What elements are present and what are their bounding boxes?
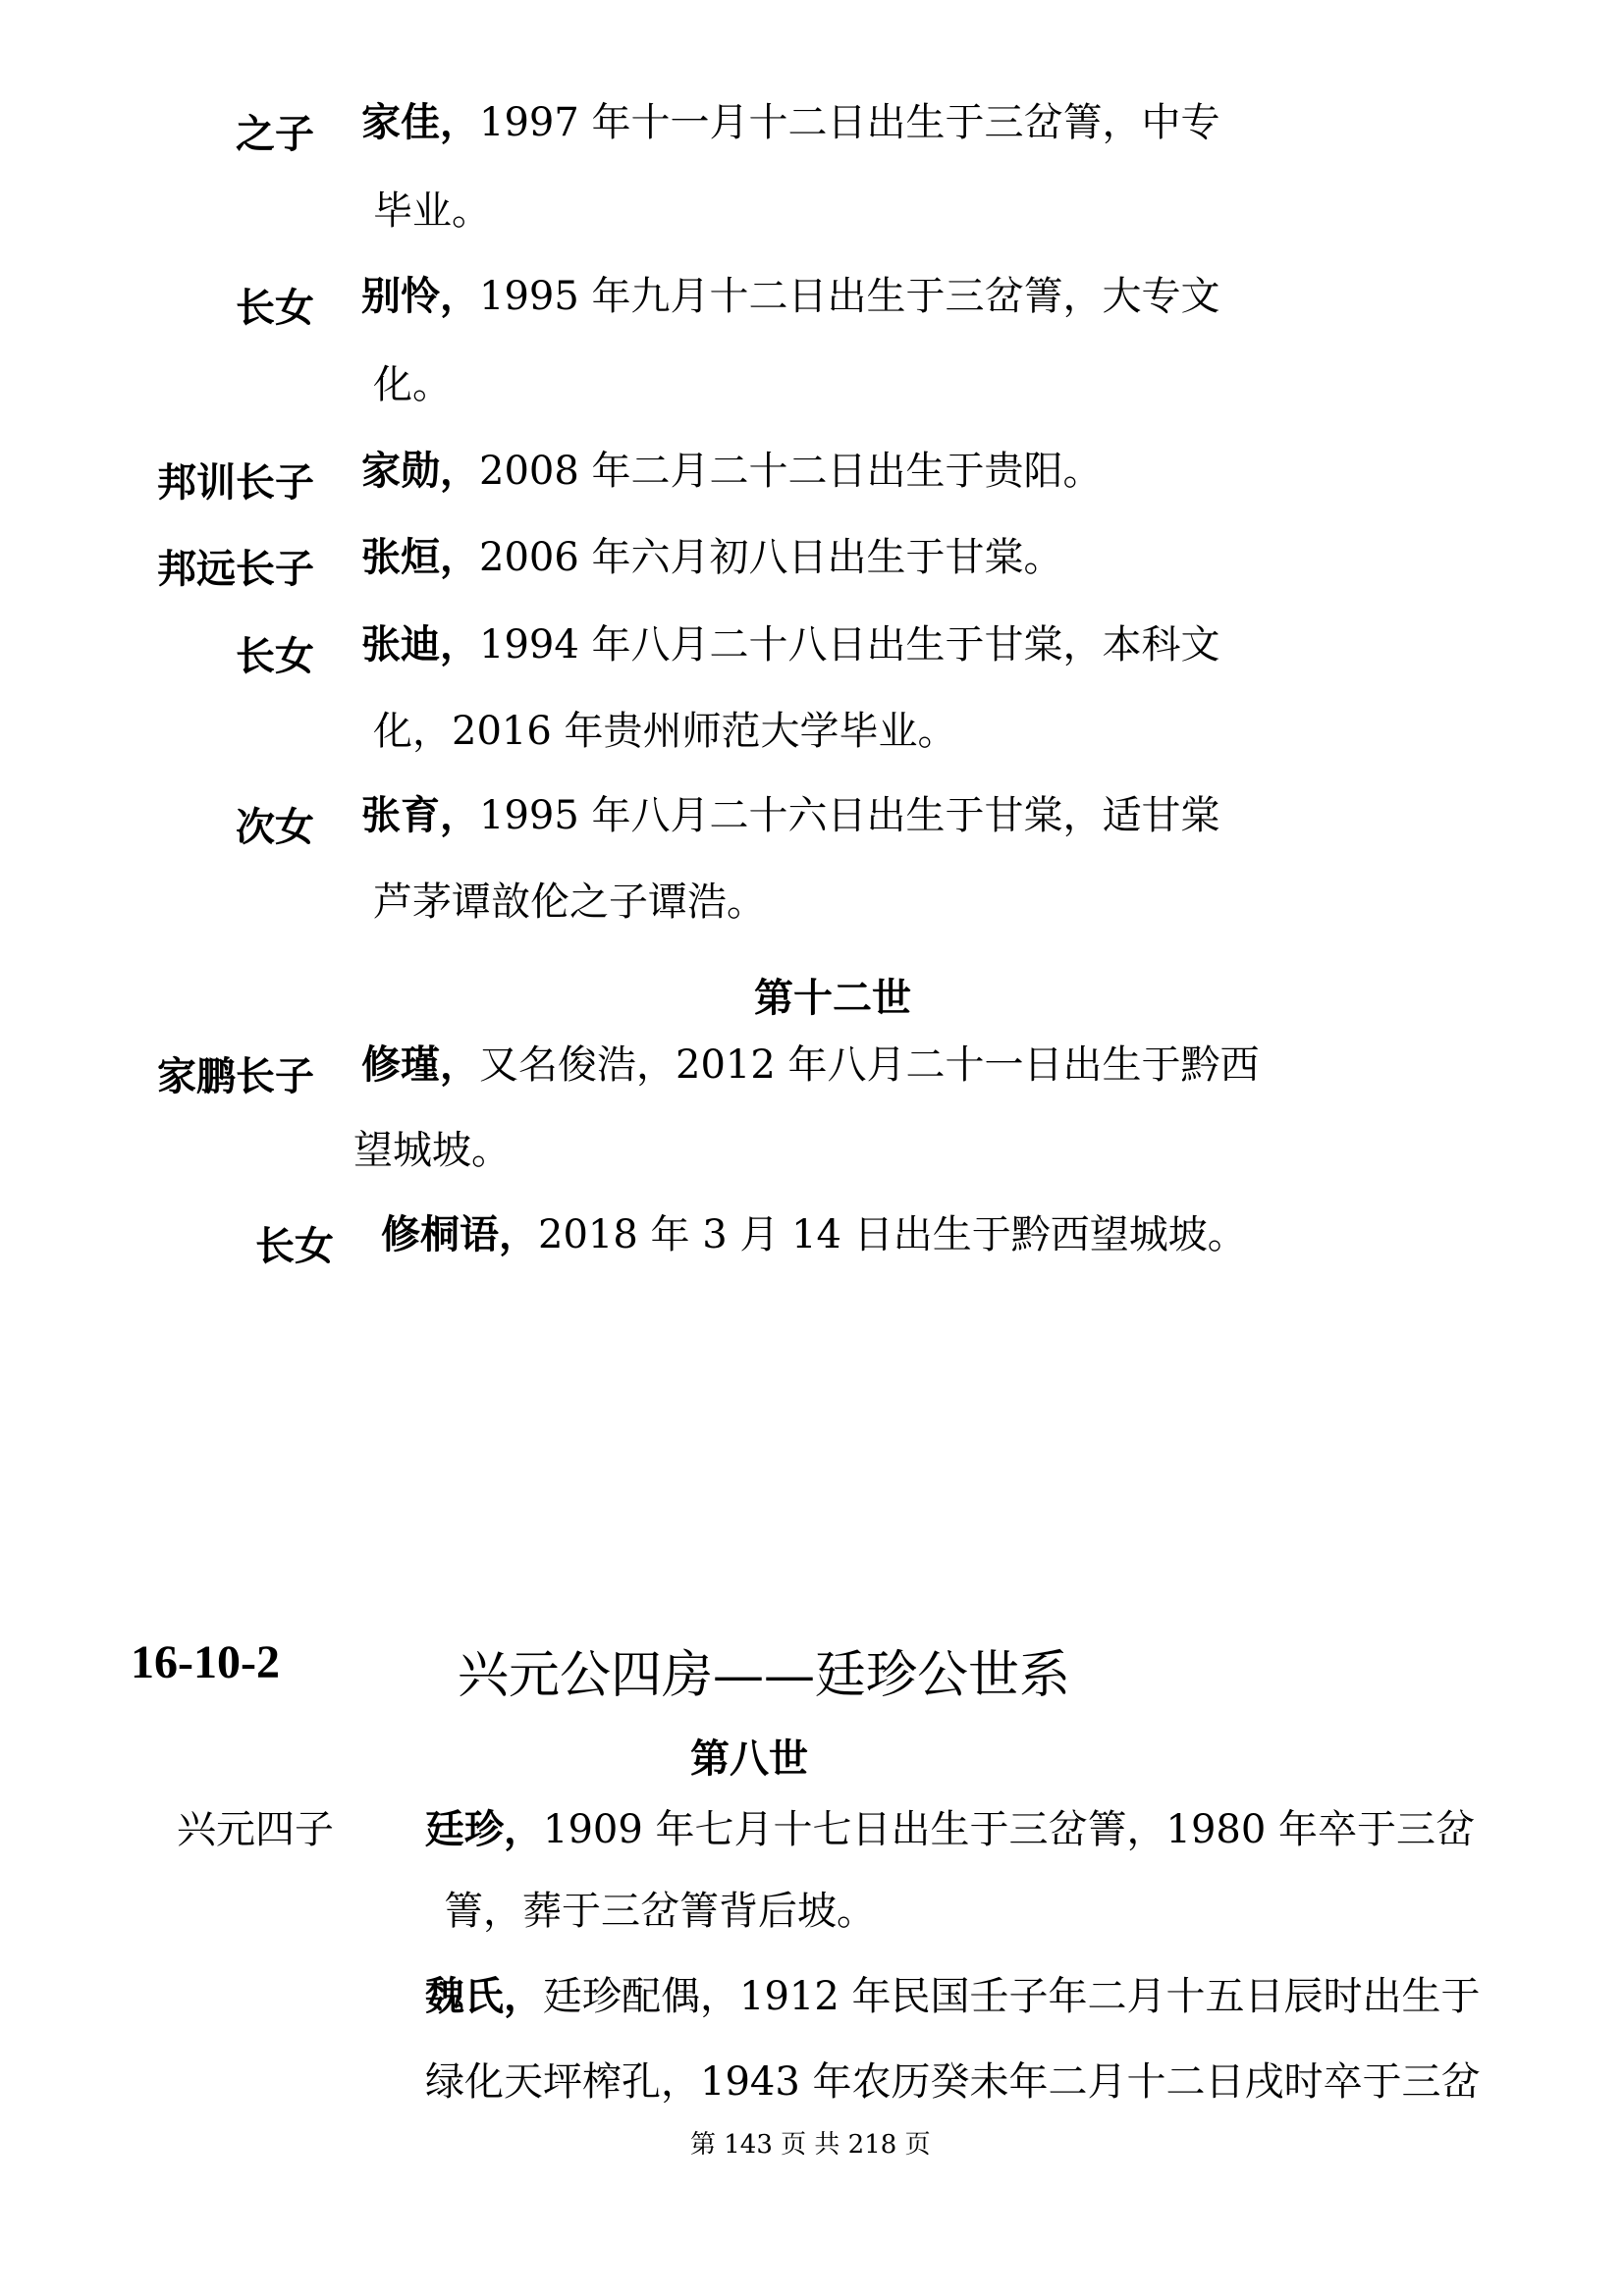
entry-text: 廷珍配偶，1912 年民国壬子年二月十五日辰时出生于 bbox=[543, 1974, 1481, 2019]
page-number: 第 143 页 共 218 页 bbox=[690, 2130, 931, 2160]
person-name: 修瑾， bbox=[361, 1041, 479, 1088]
entry-text: 又名俊浩，2012 年八月二十一日出生于黔西 bbox=[479, 1042, 1260, 1088]
spouse-continuation: 绿化天坪榨孔，1943 年农历癸未年二月十二日戌时卒于三岔 bbox=[425, 2059, 1481, 2105]
person-name: 张迪， bbox=[361, 621, 479, 667]
relation-label: 邦训长子 bbox=[157, 459, 314, 506]
entry-text: 1997 年十一月十二日出生于三岔箐，中专 bbox=[479, 100, 1220, 145]
entry-continuation: 芦茅谭敨伦之子谭浩。 bbox=[373, 880, 766, 925]
entry-text: 1909 年七月十七日出生于三岔箐，1980 年卒于三岔 bbox=[543, 1807, 1476, 1852]
entry-line bbox=[361, 534, 1063, 580]
entry-continuation: 毕业。 bbox=[373, 188, 491, 234]
person-name: 张烜， bbox=[361, 534, 479, 580]
entry-continuation: 化。 bbox=[373, 362, 452, 407]
entry-line bbox=[361, 273, 1220, 319]
person-name: 家佳， bbox=[361, 99, 479, 145]
entry-line bbox=[425, 1806, 1476, 1852]
relation-label: 次女 bbox=[236, 804, 314, 850]
entry-continuation: 箐，葬于三岔箐背后坡。 bbox=[444, 1889, 876, 1934]
entry-continuation: 望城坡。 bbox=[353, 1128, 511, 1173]
entry-text: 1995 年八月二十六日出生于甘棠，适甘棠 bbox=[479, 793, 1220, 838]
relation-label: 长女 bbox=[236, 285, 314, 331]
entry-text: 2006 年六月初八日出生于甘棠。 bbox=[479, 535, 1063, 580]
person-name: 魏氏， bbox=[425, 1973, 543, 2019]
entry-text: 1995 年九月十二日出生于三岔箐，大专文 bbox=[479, 274, 1220, 319]
person-name: 修桐语， bbox=[381, 1211, 538, 1257]
entry-text: 2008 年二月二十二日出生于贵阳。 bbox=[479, 449, 1103, 494]
generation-heading: 第十二世 bbox=[754, 975, 911, 1021]
section-title: 兴元公四房——廷珍公世系 bbox=[458, 1646, 1071, 1705]
generation-heading-8: 第八世 bbox=[690, 1735, 808, 1782]
person-name: 家勋， bbox=[361, 448, 479, 494]
relation-label: 长女 bbox=[255, 1223, 334, 1269]
entry-continuation: 化，2016 年贵州师范大学毕业。 bbox=[373, 709, 957, 754]
entry-line bbox=[361, 621, 1220, 667]
entry-text: 1994 年八月二十八日出生于甘棠，本科文 bbox=[479, 622, 1220, 667]
entry-line bbox=[361, 99, 1220, 145]
spouse-line bbox=[425, 1973, 1481, 2019]
entry-line bbox=[381, 1211, 1247, 1257]
person-name: 张育， bbox=[361, 792, 479, 838]
relation-label: 兴元四子 bbox=[177, 1807, 334, 1852]
entry-line bbox=[361, 792, 1220, 838]
person-name: 廷珍， bbox=[425, 1806, 543, 1852]
relation-label: 之子 bbox=[236, 111, 314, 157]
person-name: 别怜， bbox=[361, 273, 479, 319]
entry-line bbox=[361, 448, 1103, 494]
relation-label: 邦远长子 bbox=[157, 546, 314, 592]
entry-line bbox=[361, 1041, 1260, 1088]
entry-text: 2018 年 3 月 14 日出生于黔西望城坡。 bbox=[538, 1212, 1247, 1257]
relation-label: 长女 bbox=[236, 633, 314, 679]
relation-label: 家鹏长子 bbox=[157, 1053, 314, 1099]
section-code: 16-10-2 bbox=[131, 1636, 280, 1688]
